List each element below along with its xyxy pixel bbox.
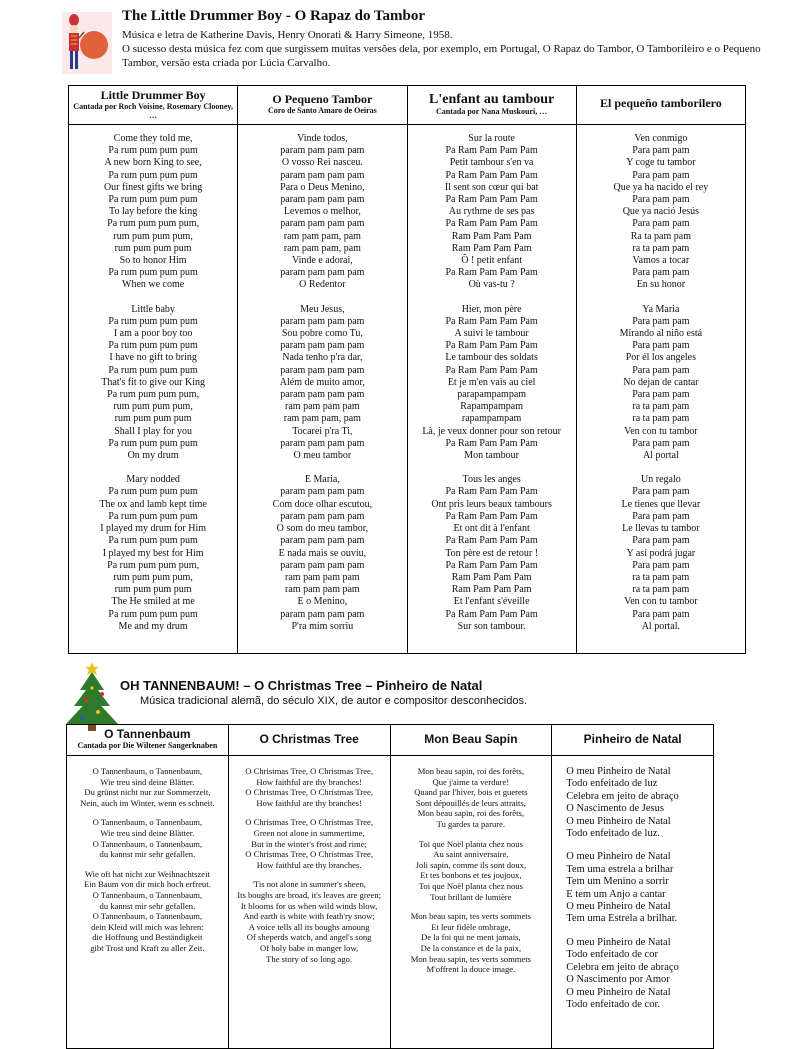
column-header xyxy=(390,725,552,756)
lyric-line: Que ya nació Jesús xyxy=(622,206,700,218)
lyric-line: De la foi qui ne ment jamais, xyxy=(421,932,521,943)
column-subtitle: Cantada por Roch Voisine, Rosemary Clooney, … xyxy=(73,102,233,120)
lyric-line: To lay before the king xyxy=(109,206,198,218)
lyric-line: Its boughs are broad, it's leaves are green; xyxy=(237,889,382,900)
section-subtitle: Música tradicional alemã, do século XIX, de autor e compositor desconhecidos. xyxy=(140,695,528,707)
lyric-line: Al portal xyxy=(642,450,679,462)
lyric-line: Sou pobre como Tu, xyxy=(281,328,363,340)
lyric-line: Ven con tu tambor xyxy=(624,596,698,608)
lyric-line: Para pam pam xyxy=(632,608,690,620)
lyric-line: Mon beau sapin, tes verts sommets xyxy=(410,953,532,964)
lyric-line: param pam pam pam xyxy=(280,486,365,498)
lyric-line: O Tannenbaum, o Tannenbaum, xyxy=(92,911,203,922)
lyric-line: Ven con tu tambor xyxy=(624,425,698,437)
lyric-line: O Tannenbaum, o Tannenbaum, xyxy=(92,766,203,776)
lyric-line: I played my best for Him xyxy=(102,547,204,559)
lyric-line: Nada tenho p'ra dar, xyxy=(282,352,363,364)
christmas-tree-illustration xyxy=(62,660,122,732)
lyric-line: Et l'enfant s'éveille xyxy=(453,596,530,608)
lyric-line: Of holy babe in manger low, xyxy=(260,942,359,953)
stanza xyxy=(67,817,228,859)
section-title: OH TANNENBAUM! – O Christmas Tree – Pinheiro de Natal xyxy=(120,678,483,693)
lyric-line: O Tannenbaum, o Tannenbaum, xyxy=(92,889,203,900)
lyric-line: param pam pam pam xyxy=(280,145,365,157)
lyric-line: Para pam pam xyxy=(632,364,690,376)
lyric-line: param pam pam pam xyxy=(280,535,365,547)
lyric-line: Sur la route xyxy=(468,133,515,144)
lyric-line: Pa Ram Pam Pam Pam xyxy=(445,608,538,620)
lyric-line: rum pum pum pum, xyxy=(113,401,193,413)
lyric-line: Pa Ram Pam Pam Pam xyxy=(445,169,538,181)
lyric-line: Para pam pam xyxy=(632,340,690,352)
lyric-line: The ox and lamb kept time xyxy=(99,498,207,510)
stanza xyxy=(391,766,552,830)
stanza xyxy=(69,133,237,292)
lyric-line: Nein, auch im Winter, wenn es schneit. xyxy=(80,797,215,808)
lyric-line: Por él los angeles xyxy=(625,352,696,364)
lyric-line: Pa Ram Pam Pam Pam xyxy=(445,559,538,571)
lyric-line: A voice tells all its boughs amoung xyxy=(248,921,370,932)
lyric-line: Tout brillant de lumière xyxy=(430,891,512,902)
stanza xyxy=(408,133,576,292)
lyric-line: Un regalo xyxy=(641,474,681,486)
lyric-line: E o Menino, xyxy=(297,596,348,608)
lyric-line: Ra ta pam pam xyxy=(630,230,691,242)
lyric-line: Et leur fidèle ombrage, xyxy=(431,921,511,932)
column-title: O Pequeno Tambor xyxy=(272,92,373,106)
lyric-line: Pa rum pum pum pum xyxy=(108,486,198,498)
lyric-line: param pam pam pam xyxy=(280,608,365,620)
lyric-line: Vinde e adorai, xyxy=(291,255,353,267)
section1-text xyxy=(122,8,782,70)
lyric-line: The He smiled at me xyxy=(111,596,195,608)
lyric-line: And earth is white with feath'ry snow; xyxy=(243,911,375,922)
column-header xyxy=(552,725,714,756)
lyric-line: Petit tambour s'en va xyxy=(449,157,534,169)
lyric-line: Além de muito amor, xyxy=(279,376,365,388)
lyric-line: O som do meu tambor, xyxy=(276,523,369,535)
lyric-line: Tocarei p'ra Ti, xyxy=(292,425,353,437)
lyric-line: Para pam pam xyxy=(632,486,690,498)
lyric-line: Du grünst nicht nur zur Sommerzeit, xyxy=(84,787,211,798)
lyric-line: param pam pam pam xyxy=(280,218,365,230)
stanza xyxy=(238,474,406,633)
lyric-line: Wie treu sind deine Blätter. xyxy=(100,776,195,787)
lyric-line: P'ra mim sorriu xyxy=(291,620,354,632)
lyric-line: I have no gift to bring xyxy=(109,352,197,364)
lyric-line: O meu Pinheiro de Natal xyxy=(566,936,671,948)
lyric-line: Pa Ram Pam Pam Pam xyxy=(445,218,538,230)
lyric-line: Para pam pam xyxy=(632,559,690,571)
lyrics-cell xyxy=(407,125,576,654)
tannenbaum-lyrics-table xyxy=(66,724,714,1049)
lyric-line: Levemos o melhor, xyxy=(283,206,361,218)
lyric-line: Todo enfeitado de luz. xyxy=(566,828,660,840)
lyric-line: Pa Ram Pam Pam Pam xyxy=(445,340,538,352)
stanza xyxy=(67,869,228,954)
lyric-line: Le tienes que llevar xyxy=(621,498,701,510)
lyric-line: Ven conmigo xyxy=(634,133,688,144)
lyric-line: Para pam pam xyxy=(632,510,690,522)
lyric-line: param pam pam pam xyxy=(280,315,365,327)
lyric-line: Ram Pam Pam Pam xyxy=(451,230,532,242)
stanza xyxy=(229,766,390,808)
lyric-line: O Christmas Tree, O Christmas Tree, xyxy=(245,849,373,860)
lyric-line: Mon beau sapin, roi des forêts, xyxy=(417,808,524,819)
lyric-line: Pa rum pum pum pum, xyxy=(107,389,200,401)
stanza xyxy=(577,304,745,463)
lyric-line: rum pum pum pum, xyxy=(113,571,193,583)
lyric-line: Little baby xyxy=(131,303,175,315)
lyric-line: die Hoffnung und Beständigkeit xyxy=(92,932,203,943)
lyric-line: The story of so long ago. xyxy=(266,953,353,964)
lyric-line: Et tes bonbons et tes joujoux, xyxy=(420,870,522,881)
lyric-line: O Christmas Tree, O Christmas Tree, xyxy=(245,787,373,798)
lyric-line: Para pam pam xyxy=(632,437,690,449)
lyric-line: Là, je veux donner pour son retour xyxy=(422,425,561,437)
lyric-line: Para pam pam xyxy=(632,194,690,206)
lyric-line: param pam pam pam xyxy=(280,389,365,401)
column-subtitle: Coro de Santo Amaro de Oeiras xyxy=(267,106,377,115)
lyrics-cell xyxy=(390,756,552,1049)
lyric-line: O meu Pinheiro de Natal xyxy=(566,851,671,863)
lyric-line: ra ta pam pam xyxy=(632,571,690,583)
lyric-line: Que ya ha nacido el rey xyxy=(613,181,709,193)
lyric-line: 'Tis not alone in summer's sheen, xyxy=(252,879,366,890)
lyric-line: Celebra em jeito de abraço xyxy=(566,961,679,973)
stanza xyxy=(391,839,552,903)
column-title: L'enfant au tambour xyxy=(429,92,555,107)
lyric-line: Pa rum pum pum pum xyxy=(108,510,198,522)
lyric-line: Pa Ram Pam Pam Pam xyxy=(445,267,538,279)
stanza xyxy=(566,937,713,1011)
lyric-line: ra ta pam pam xyxy=(632,584,690,596)
lyric-line: param pam pam pam xyxy=(280,169,365,181)
lyric-line: Toi que Noël planta chez nous xyxy=(418,880,523,891)
lyric-line: Pa Ram Pam Pam Pam xyxy=(445,145,538,157)
lyric-line: Ô ! petit enfant xyxy=(461,255,523,267)
lyric-line: Ram Pam Pam Pam xyxy=(451,242,532,254)
lyric-line: How faithful are thy branches. xyxy=(256,859,362,870)
stanza xyxy=(67,766,228,808)
lyric-line: Todo enfeitado de luz xyxy=(566,778,658,790)
lyric-line: Sur son tambour. xyxy=(457,620,526,632)
lyric-line: E Maria, xyxy=(304,474,340,486)
lyric-line: Para o Deus Menino, xyxy=(280,181,365,193)
lyric-line: param pam pam pam xyxy=(280,340,365,352)
lyric-line: param pam pam pam xyxy=(280,194,365,206)
stanza xyxy=(566,766,713,840)
song-credits: Música e letra de Katherine Davis, Henry Onorati & Harry Simeone, 1958. xyxy=(122,29,453,41)
lyric-line: Tem um Menino a sorrir xyxy=(566,876,669,888)
section2-header xyxy=(62,660,782,730)
lyric-line: O Christmas Tree, O Christmas Tree, xyxy=(245,766,373,776)
lyrics-cell xyxy=(69,125,238,654)
lyric-line: Pa rum pum pum pum, xyxy=(107,218,200,230)
lyric-line: Pa rum pum pum pum xyxy=(108,364,198,376)
lyric-line: Para pam pam xyxy=(632,389,690,401)
lyric-line: Joli sapin, comme ils sont doux, xyxy=(415,859,527,870)
lyric-line: I played my drum for Him xyxy=(100,523,207,535)
lyric-line: That's fit to give our King xyxy=(101,376,205,388)
drummer-boy-lyrics-table xyxy=(68,85,746,654)
lyric-line: rum pum pum pum, xyxy=(113,230,193,242)
lyric-line: Où vas-tu ? xyxy=(468,279,515,291)
lyric-line: ra ta pam pam xyxy=(632,401,690,413)
lyric-line: Ein Baum von dir mich hoch erfreut. xyxy=(84,879,211,890)
lyric-line: ram pam pam, pam xyxy=(283,413,361,425)
lyric-line: Al portal. xyxy=(641,620,681,632)
lyric-line: Ram Pam Pam Pam xyxy=(451,571,532,583)
section1-header xyxy=(62,8,782,78)
column-title: Mon Beau Sapin xyxy=(424,732,518,746)
lyric-line: Celebra em jeito de abraço xyxy=(566,790,679,802)
lyric-line: parapampampam xyxy=(457,389,527,401)
lyric-line: rum pum pum pum xyxy=(114,242,192,254)
lyric-line: Para pam pam xyxy=(632,169,690,181)
column-header xyxy=(407,86,576,125)
lyric-line: rum pum pum pum xyxy=(114,413,192,425)
lyric-line: Tem uma estrela a brilhar xyxy=(566,863,674,875)
lyric-line: Pa rum pum pum pum xyxy=(108,535,198,547)
stanza xyxy=(69,474,237,633)
lyric-line: du kannst mir sehr gefallen. xyxy=(99,900,196,911)
lyric-line: param pam pam pam xyxy=(280,559,365,571)
lyric-line: Ont pris leurs beaux tambours xyxy=(431,498,552,510)
lyrics-cell xyxy=(238,125,407,654)
lyric-line: Le tambour des soldats xyxy=(445,352,538,364)
lyric-line: Green not alone in summertime, xyxy=(253,827,365,838)
stanza xyxy=(69,304,237,463)
lyric-line: Mon beau sapin, roi des forêts, xyxy=(417,766,524,776)
lyric-line: Mirando al niño está xyxy=(619,328,703,340)
table-header-row xyxy=(67,725,714,756)
lyric-line: Pa Ram Pam Pam Pam xyxy=(445,510,538,522)
lyric-line: param pam pam pam xyxy=(280,364,365,376)
lyric-line: A new born King to see, xyxy=(104,157,202,169)
lyric-line: Pa Ram Pam Pam Pam xyxy=(445,364,538,376)
stanza xyxy=(229,817,390,870)
lyric-line: It blooms for us when wild winds blow, xyxy=(240,900,378,911)
page-title: The Little Drummer Boy - O Rapaz do Tambor xyxy=(122,8,426,24)
lyric-line: Wie oft hat nicht zur Weihnachtszeit xyxy=(84,868,210,879)
lyric-line: Come they told me, xyxy=(113,133,193,144)
lyric-line: Vamos a tocar xyxy=(632,255,690,267)
lyric-line: How faithful are thy branches! xyxy=(256,776,362,787)
lyric-line: Mon tambour xyxy=(464,450,519,462)
column-subtitle: Cantada por Die Wiltener Sangerknaben xyxy=(77,741,218,750)
lyric-line: Wie treu sind deine Blätter. xyxy=(100,827,195,838)
column-title: O Christmas Tree xyxy=(259,732,359,746)
stanza xyxy=(391,911,552,975)
lyric-line: E tem um Anjo a cantar xyxy=(566,888,666,900)
song-description: O sucesso desta música fez com que surgissem muitas versões dela, por exemplo, em Portugal, O Rapaz do Tambor, O Tamborileiro e o Pequeno Tambor, versão esta criada por Lúcia Carvalho. xyxy=(122,43,761,69)
lyric-line: Com doce olhar escutou, xyxy=(272,498,373,510)
lyric-line: Tu gardes ta parure. xyxy=(436,818,506,829)
lyric-line: I am a poor boy too xyxy=(113,328,193,340)
lyric-line: Rapampampam xyxy=(460,401,523,413)
lyric-line: Pa rum pum pum pum xyxy=(108,608,198,620)
lyric-line: O meu tambor xyxy=(293,450,352,462)
lyric-line: Toi que Noël planta chez nous xyxy=(418,838,523,849)
stanza xyxy=(566,851,713,925)
lyric-line: Todo enfeitado de cor xyxy=(566,949,658,961)
lyric-line: Pa Ram Pam Pam Pam xyxy=(445,194,538,206)
column-header xyxy=(69,86,238,125)
column-title: Pinheiro de Natal xyxy=(583,732,682,746)
lyric-line: O meu Pinheiro de Natal xyxy=(566,986,671,998)
lyric-line: Le llevas tu tambor xyxy=(622,523,700,535)
lyric-line: Au saint anniversaire, xyxy=(433,849,509,860)
lyric-line: Sont dépouillés de leurs attraits, xyxy=(415,797,526,808)
lyric-line: rapampampam xyxy=(461,413,522,425)
stanza xyxy=(577,474,745,633)
lyric-line: gibt Trost und Kraft zu aller Zeit. xyxy=(90,942,205,953)
lyric-line: But in the winter's frost and rime; xyxy=(251,838,367,849)
lyric-line: Pa rum pum pum pum xyxy=(108,267,198,279)
lyric-line: dein Kleid will mich was lehren: xyxy=(91,921,204,932)
lyrics-cell xyxy=(67,756,229,1049)
lyric-line: du kannst mir sehr gefallen. xyxy=(99,849,196,860)
lyric-line: ram pam pam pam xyxy=(285,584,360,596)
lyric-line: Ton père est de retour ! xyxy=(445,547,539,559)
lyric-line: O meu Pinheiro de Natal xyxy=(566,901,671,913)
column-title: Little Drummer Boy xyxy=(100,88,206,102)
lyric-line: Y coge tu tambor xyxy=(626,157,696,169)
lyric-line: Ram Pam Pam Pam xyxy=(451,584,532,596)
lyric-line: ram pam pam, pam xyxy=(283,242,361,254)
lyric-line: Para pam pam xyxy=(632,315,690,327)
lyric-line: De la constance et de la paix, xyxy=(420,942,522,953)
lyrics-row xyxy=(67,756,714,1049)
lyric-line: Me and my drum xyxy=(118,620,188,632)
stanza xyxy=(408,304,576,463)
lyric-line: Et je m'en vais au ciel xyxy=(447,376,536,388)
lyric-line: Pa rum pum pum pum xyxy=(108,437,198,449)
lyric-line: O vosso Rei nasceu. xyxy=(281,157,363,169)
lyric-line: param pam pam pam xyxy=(280,267,365,279)
lyric-line: Pa rum pum pum pum xyxy=(108,315,198,327)
lyric-line: Hier, mon père xyxy=(461,303,522,315)
column-title: El pequeño tamborilero xyxy=(599,96,722,110)
lyric-line: When we come xyxy=(122,279,185,291)
lyric-line: ram pam pam pam xyxy=(285,401,360,413)
lyrics-cell xyxy=(228,756,390,1049)
column-subtitle: Cantada por Nana Muskouri, … xyxy=(436,107,548,116)
lyric-line: Que j'aime ta verdure! xyxy=(432,776,510,787)
stanza xyxy=(238,133,406,292)
stanza xyxy=(577,133,745,292)
lyric-line: ra ta pam pam xyxy=(632,413,690,425)
lyric-line: Quand par l'hiver, bois et guerets xyxy=(414,787,528,798)
lyric-line: Mon beau sapin, tes verts sommets xyxy=(410,911,532,922)
lyric-line: Y así podrá jugar xyxy=(626,547,696,559)
lyric-line: O Nascimento de Jesus xyxy=(566,803,664,815)
lyric-line: Pa Ram Pam Pam Pam xyxy=(445,437,538,449)
lyric-line: ra ta pam pam xyxy=(632,242,690,254)
lyric-line: Pa rum pum pum pum xyxy=(108,169,198,181)
lyric-line: Au rythme de ses pas xyxy=(448,206,535,218)
lyric-line: Para pam pam xyxy=(632,145,690,157)
lyric-line: Para pam pam xyxy=(632,267,690,279)
lyric-line: Pa rum pum pum pum xyxy=(108,145,198,157)
lyric-line: rum pum pum pum xyxy=(114,584,192,596)
lyrics-cell xyxy=(552,756,714,1049)
lyric-line: Tem uma Estrela a brilhar. xyxy=(566,913,678,925)
section2-text xyxy=(120,678,740,707)
lyrics-row xyxy=(69,125,746,654)
lyric-line: On my drum xyxy=(127,450,179,462)
stanza xyxy=(229,879,390,964)
lyric-line: Ya Maria xyxy=(642,303,680,315)
lyrics-cell xyxy=(576,125,745,654)
lyric-line: param pam pam pam xyxy=(280,437,365,449)
lyric-line: E nada mais se ouviu, xyxy=(278,547,367,559)
lyric-line: Vinde todos, xyxy=(297,133,348,144)
column-title: O Tannenbaum xyxy=(104,727,191,741)
lyric-line: Il sent son cœur qui bat xyxy=(444,181,539,193)
lyric-line: Et ont dit à l'enfant xyxy=(453,523,530,535)
lyric-line: Shall I play for you xyxy=(114,425,192,437)
drummer-boy-illustration xyxy=(62,12,112,74)
lyric-line: Pa rum pum pum pum, xyxy=(107,559,200,571)
lyric-line: En su honor xyxy=(636,279,686,291)
lyric-line: O meu Pinheiro de Natal xyxy=(566,766,671,777)
lyric-line: ram pam pam, pam xyxy=(283,230,361,242)
lyric-line: Meu Jesus, xyxy=(300,303,345,315)
lyric-line: Pa rum pum pum pum xyxy=(108,340,198,352)
lyric-line: O Tannenbaum, o Tannenbaum, xyxy=(92,817,203,828)
lyric-line: A suivi le tambour xyxy=(454,328,529,340)
table-header-row xyxy=(69,86,746,125)
column-header xyxy=(238,86,407,125)
lyric-line: O Christmas Tree, O Christmas Tree, xyxy=(245,817,373,828)
lyric-line: Pa Ram Pam Pam Pam xyxy=(445,535,538,547)
lyric-line: Pa Ram Pam Pam Pam xyxy=(445,315,538,327)
column-header xyxy=(576,86,745,125)
column-header xyxy=(228,725,390,756)
lyric-line: Para pam pam xyxy=(632,218,690,230)
lyric-line: O Nascimento por Amor xyxy=(566,974,670,986)
lyric-line: Mary nodded xyxy=(126,474,180,486)
lyric-line: O Redentor xyxy=(299,279,346,291)
lyric-line: Tous les anges xyxy=(462,474,521,486)
lyric-line: Pa Ram Pam Pam Pam xyxy=(445,486,538,498)
lyric-line: ram pam pam pam xyxy=(285,571,360,583)
lyric-line: param pam pam pam xyxy=(280,510,365,522)
lyric-line: O Tannenbaum, o Tannenbaum, xyxy=(92,838,203,849)
lyric-line: Para pam pam xyxy=(632,535,690,547)
stanza xyxy=(408,474,576,633)
lyric-line: So to honor Him xyxy=(119,255,187,267)
lyric-line: O meu Pinheiro de Natal xyxy=(566,815,671,827)
lyric-line: Of sheperds watch, and angel's song xyxy=(246,932,372,943)
lyric-line: Todo enfeitado de cor. xyxy=(566,998,660,1010)
lyric-line: Our finest gifts we bring xyxy=(103,181,203,193)
column-header xyxy=(67,725,229,756)
lyric-line: Pa rum pum pum pum xyxy=(108,194,198,206)
lyric-line: No dejan de cantar xyxy=(623,376,699,388)
lyric-line: M'offrent la douce image. xyxy=(426,964,516,975)
lyric-line: How faithful are thy branches! xyxy=(256,797,362,808)
stanza xyxy=(238,304,406,463)
